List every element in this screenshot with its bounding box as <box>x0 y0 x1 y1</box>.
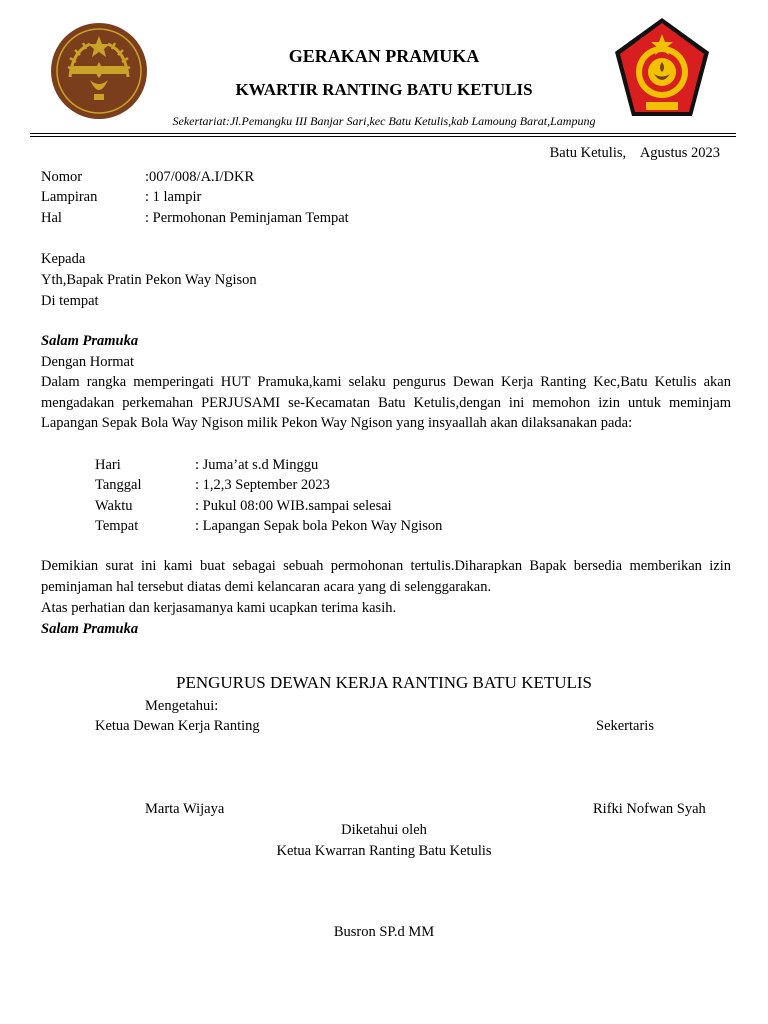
pramuka-emblem-icon <box>50 22 148 120</box>
center-signer-title: Ketua Kwarran Ranting Batu Ketulis <box>276 843 492 859</box>
detail-value-tanggal: : 1,2,3 September 2023 <box>195 477 330 493</box>
detail-value-tempat: : Lapangan Sepak bola Pekon Way Ngison <box>195 518 443 534</box>
recipient-line: Yth,Bapak Pratin Pekon Way Ngison <box>41 272 257 288</box>
center-signer-name: Busron SP.d MM <box>333 924 435 940</box>
body-paragraph-1: Dalam rangka memperingati HUT Pramuka,kami selaku pengurus Dewan Kerja Ranting Kec,Batu Ketulis akan mengadakan perkemahan PERJUSAMI se-Kecamatan Batu Ketulis,dengan ini memohon izin untuk meminjam Lapangan Sepak Bola Way Ngison milik Pekon Way Ngison yang insyaallah akan dilaksanakan pada: <box>41 374 731 431</box>
right-signer-name: Rifki Nofwan Syah <box>593 801 706 817</box>
greeting: Salam Pramuka <box>41 333 139 349</box>
recipient-line: Kepada <box>41 251 86 267</box>
header-rule-top <box>30 133 736 134</box>
detail-label-tempat: Tempat <box>95 518 139 534</box>
detail-label-hari: Hari <box>95 457 121 473</box>
meta-value-lampiran: : 1 lampir <box>145 189 202 205</box>
meta-label-hal: Hal <box>41 210 62 226</box>
header-rule-bottom <box>30 136 736 137</box>
closing: Salam Pramuka <box>41 621 139 637</box>
dewan-kerja-emblem-icon <box>612 16 712 120</box>
recipient-line: Di tempat <box>41 293 99 309</box>
detail-value-waktu: : Pukul 08:00 WIB.sampai selesai <box>195 498 392 514</box>
known-by-label: Diketahui oleh <box>341 822 427 838</box>
right-signer-title: Sekertaris <box>596 718 654 734</box>
left-signer-name: Marta Wijaya <box>145 801 225 817</box>
org-title: GERAKAN PRAMUKA <box>288 46 480 66</box>
left-signer-title: Ketua Dewan Kerja Ranting <box>95 718 260 734</box>
body-paragraph-2: Demikian surat ini kami buat sebagai sebuah permohonan tertulis.Diharapkan Bapak bersedia memberikan izin peminjaman hal tersebut diatas demi kelancaran acara yang di selenggarakan. <box>41 558 731 595</box>
body-paragraph-3: Atas perhatian dan kerjasamanya kami ucapkan terima kasih. <box>41 600 397 616</box>
meta-label-nomor: Nomor <box>41 169 83 185</box>
meta-value-nomor: :007/008/A.I/DKR <box>145 169 255 185</box>
detail-value-hari: : Juma’at s.d Minggu <box>195 457 319 473</box>
org-address: Sekertariat:Jl.Pemangku III Banjar Sari,kec Batu Ketulis,kab Lamoung Barat,Lampung <box>172 114 596 128</box>
detail-label-tanggal: Tanggal <box>95 477 142 493</box>
meta-label-lampiran: Lampiran <box>41 189 98 205</box>
detail-label-waktu: Waktu <box>95 498 133 514</box>
acknowledged-label: Mengetahui: <box>145 698 219 714</box>
org-subtitle: KWARTIR RANTING BATU KETULIS <box>235 80 533 99</box>
meta-value-hal: : Permohonan Peminjaman Tempat <box>145 210 349 226</box>
place-date: Batu Ketulis, Agustus 2023 <box>549 145 720 161</box>
opening: Dengan Hormat <box>41 354 135 370</box>
signature-org: PENGURUS DEWAN KERJA RANTING BATU KETULIS <box>175 673 593 692</box>
